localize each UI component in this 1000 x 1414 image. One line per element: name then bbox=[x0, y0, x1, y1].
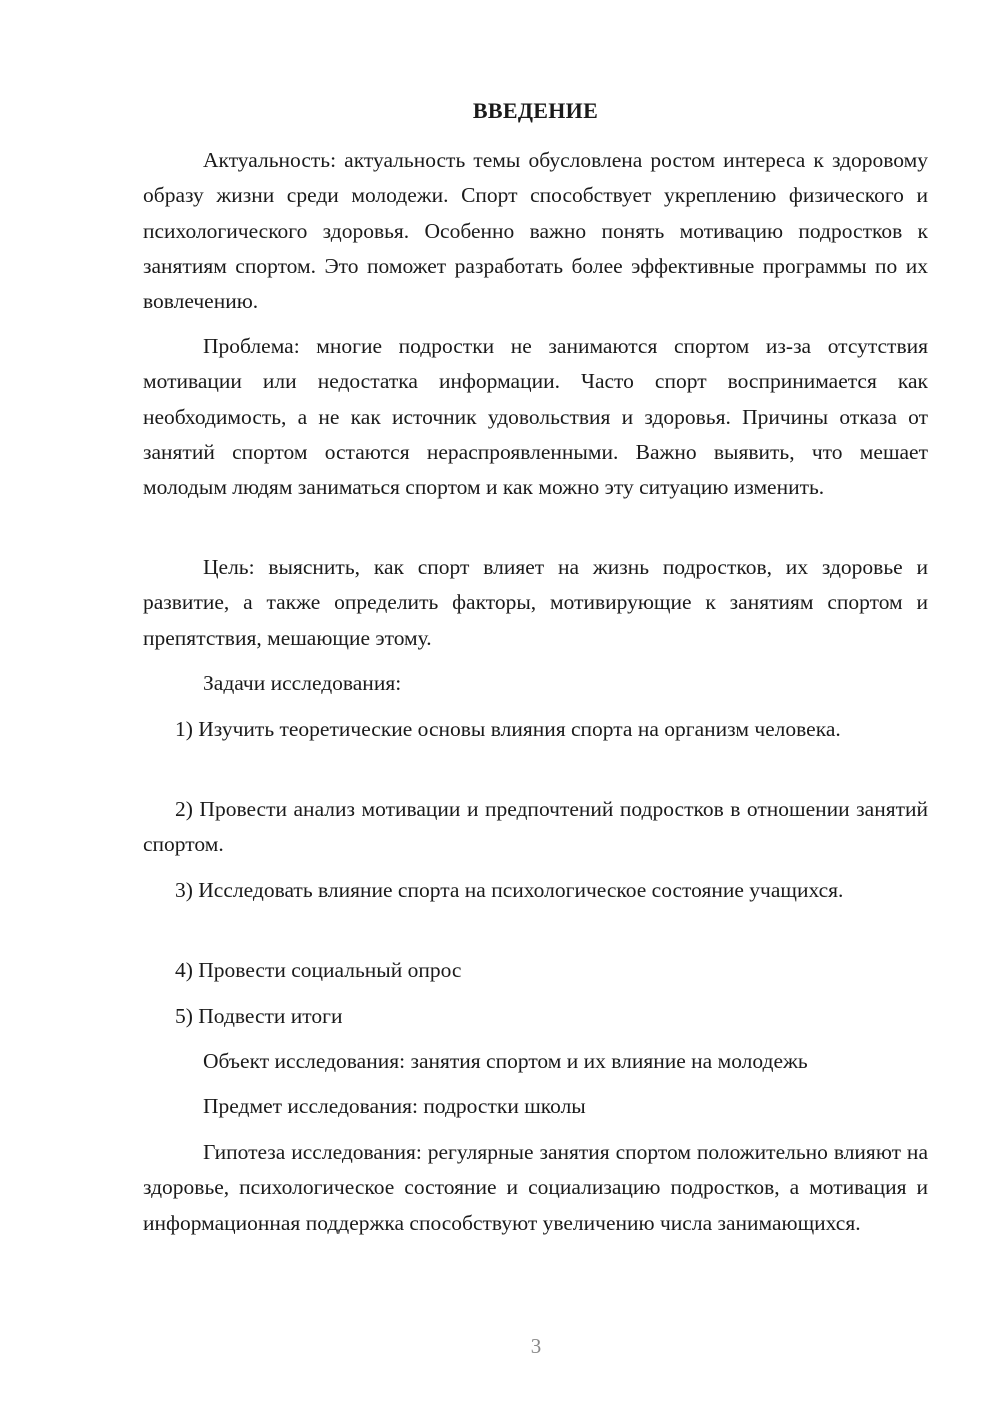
relevance-paragraph: Актуальность: актуальность темы обусловлена ростом интереса к здоровому образу жизни среди молодежи. Спорт способствует укреплению физического и психологического здоровья. Особенно важно понять мотивацию подростков к занятиям спортом. Это поможет разработать более эффективные программы по их вовлечению. bbox=[143, 148, 928, 314]
problem-paragraph: Проблема: многие подростки не занимаются спортом из-за отсутствия мотивации или недостатка информации. Часто спорт воспринимается как необходимость, а не как источник удовольствия и здоровья. Причины отказа от занятий спортом остаются нераспроявленными. Важно выявить, что мешает молодым людям заниматься спортом и как можно эту ситуацию изменить. bbox=[143, 334, 928, 500]
task-item-1: 1) Изучить теоретические основы влияния спорта на организм человека. bbox=[175, 717, 841, 741]
page-number: 3 bbox=[530, 1334, 542, 1358]
goal-paragraph: Цель: выяснить, как спорт влияет на жизнь подростков, их здоровье и развитие, а также определить факторы, мотивирующие к занятиям спортом и препятствия, мешающие этому. bbox=[143, 555, 928, 650]
hypothesis-paragraph: Гипотеза исследования: регулярные занятия спортом положительно влияют на здоровье, психологическое состояние и социализацию подростков, а мотивация и информационная поддержка способствуют увеличению числа занимающихся. bbox=[143, 1140, 928, 1235]
tasks-heading: Задачи исследования: bbox=[203, 671, 402, 695]
page-heading: ВВЕДЕНИЕ bbox=[472, 98, 599, 123]
task-item-4: 4) Провести социальный опрос bbox=[175, 958, 462, 982]
task-item-2: 2) Провести анализ мотивации и предпочтений подростков в отношении занятий спортом. bbox=[143, 797, 928, 857]
task-item-3: 3) Исследовать влияние спорта на психологическое состояние учащихся. bbox=[175, 878, 844, 902]
task-item-5: 5) Подвести итоги bbox=[175, 1004, 343, 1028]
subject-paragraph: Предмет исследования: подростки школы bbox=[203, 1094, 586, 1118]
object-paragraph: Объект исследования: занятия спортом и их влияние на молодежь bbox=[203, 1049, 808, 1073]
